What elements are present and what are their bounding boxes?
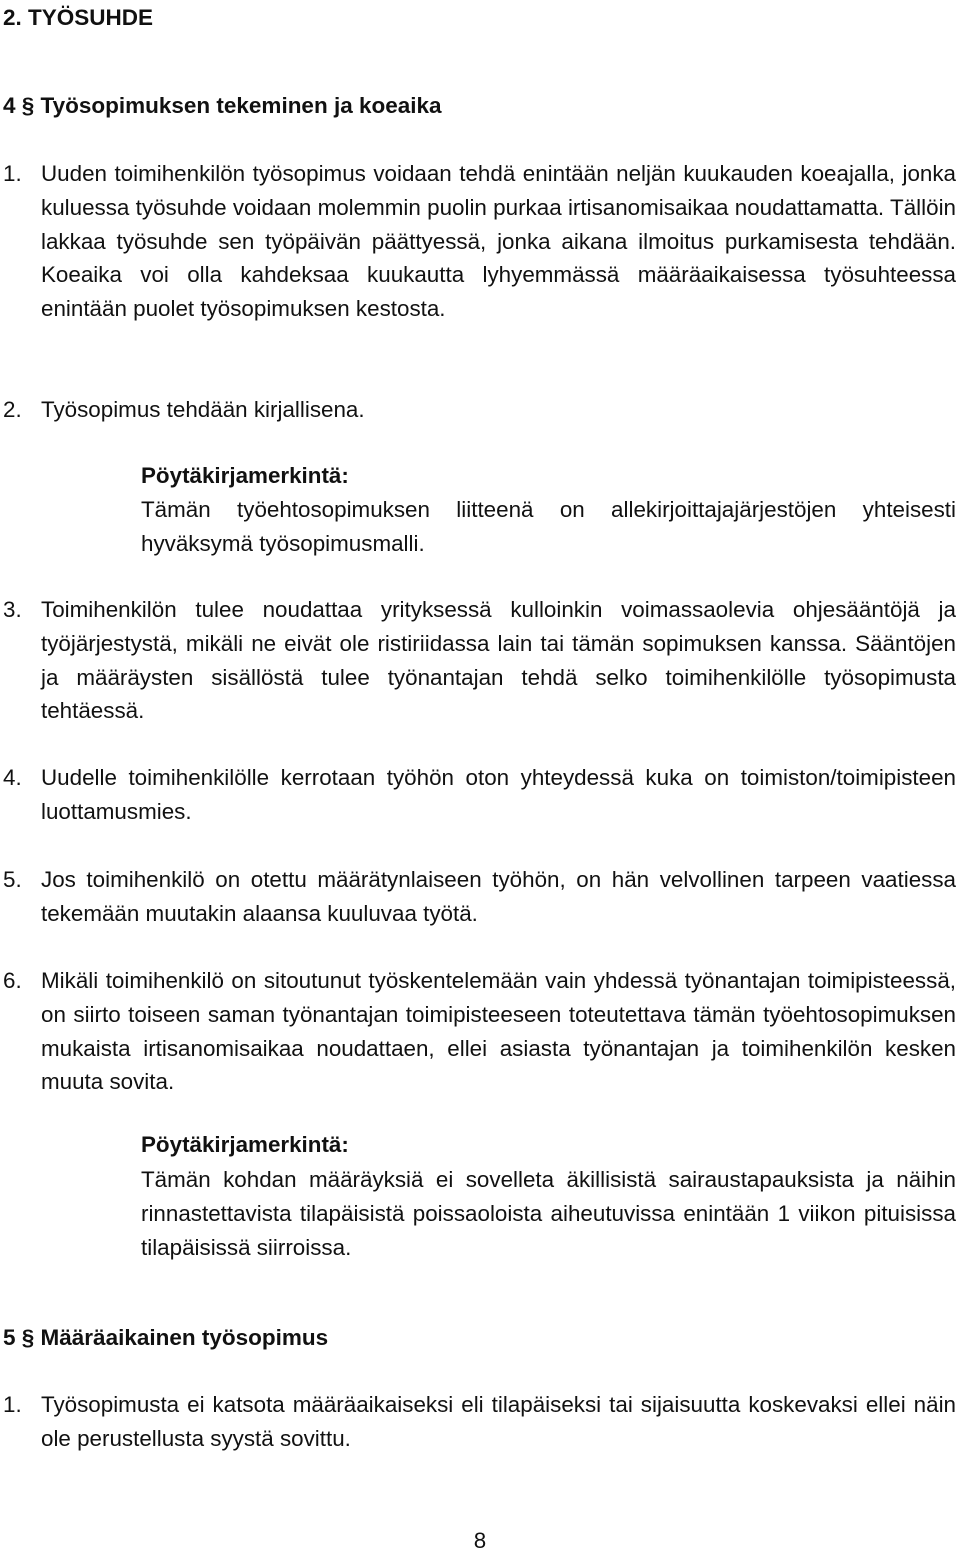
- note-title: Pöytäkirjamerkintä:: [141, 1132, 349, 1157]
- item-number: 6.: [3, 968, 22, 993]
- item-text: Työsopimus tehdään kirjallisena.: [41, 397, 365, 422]
- item-text: Uuden toimihenkilön työsopimus voidaan tehdä enintään neljän kuukauden koeajalla, jonka kuluessa työsuhde voidaan molemmin puolin purkaa irtisanomisaikaa noudattamatta. Tällöin lakkaa työsuhde sen työpäivän päättyessä, jonka aikana ilmoitus purkamisesta tehdään. Koeaika voi olla kahdeksaa kuukautta lyhyemmässä määräaikaisessa työsuhteessa enintään puolet työsopimuksen kestosta.: [41, 161, 956, 322]
- item-number: 1.: [3, 1392, 22, 1417]
- note-text: Tämän kohdan määräyksiä ei sovelleta äkillisistä sairaustapauksista ja näihin rinnastettavista tilapäisistä poissaoloista aiheutuvissa enintään 1 viikon pituisissa tilapäisissä siirroissa.: [141, 1167, 956, 1260]
- item-text: Työsopimusta ei katsota määräaikaiseksi eli tilapäiseksi tai sijaisuutta koskevaksi ellei näin ole perustellusta syystä sovittu.: [41, 1392, 956, 1451]
- section-5-heading: 5 § Määräaikainen työsopimus: [3, 1325, 329, 1350]
- item-number: 3.: [3, 597, 22, 622]
- note-text: Tämän työehtosopimuksen liitteenä on allekirjoittajajärjestöjen yhteisesti hyväksymä työsopimusmalli.: [141, 497, 956, 556]
- item-text: Toimihenkilön tulee noudattaa yrityksessä kulloinkin voimassaolevia ohjesääntöjä ja työjärjestystä, mikäli ne eivät ole ristiriidassa lain tai tämän sopimuksen kanssa. Sääntöjen ja määräysten sisällöstä tulee työnantajan tehdä selko toimihenkilölle työsopimusta tehtäessä.: [41, 597, 956, 724]
- item-number: 2.: [3, 397, 22, 422]
- item-number: 5.: [3, 867, 22, 892]
- chapter-title: 2. TYÖSUHDE: [3, 5, 154, 30]
- section-4-heading: 4 § Työsopimuksen tekeminen ja koeaika: [3, 93, 442, 118]
- item-text: Uudelle toimihenkilölle kerrotaan työhön oton yhteydessä kuka on toimiston/toimipisteen luottamusmies.: [41, 765, 956, 824]
- item-text: Jos toimihenkilö on otettu määrätynlaiseen työhön, on hän velvollinen tarpeen vaatiessa tekemään muutakin alaansa kuuluvaa työtä.: [41, 867, 956, 926]
- page-number: 8: [473, 1528, 487, 1553]
- item-number: 4.: [3, 765, 22, 790]
- item-text: Mikäli toimihenkilö on sitoutunut työskentelemään vain yhdessä työnantajan toimipisteessä, on siirto toiseen saman työnantajan toimipisteeseen toteutettava tämän työehtosopimuksen mukaista irtisanomisaikaa noudattaen, ellei asiasta työnantajan ja toimihenkilön kesken muuta sovita.: [41, 968, 956, 1095]
- item-number: 1.: [3, 161, 22, 186]
- note-title: Pöytäkirjamerkintä:: [141, 463, 349, 488]
